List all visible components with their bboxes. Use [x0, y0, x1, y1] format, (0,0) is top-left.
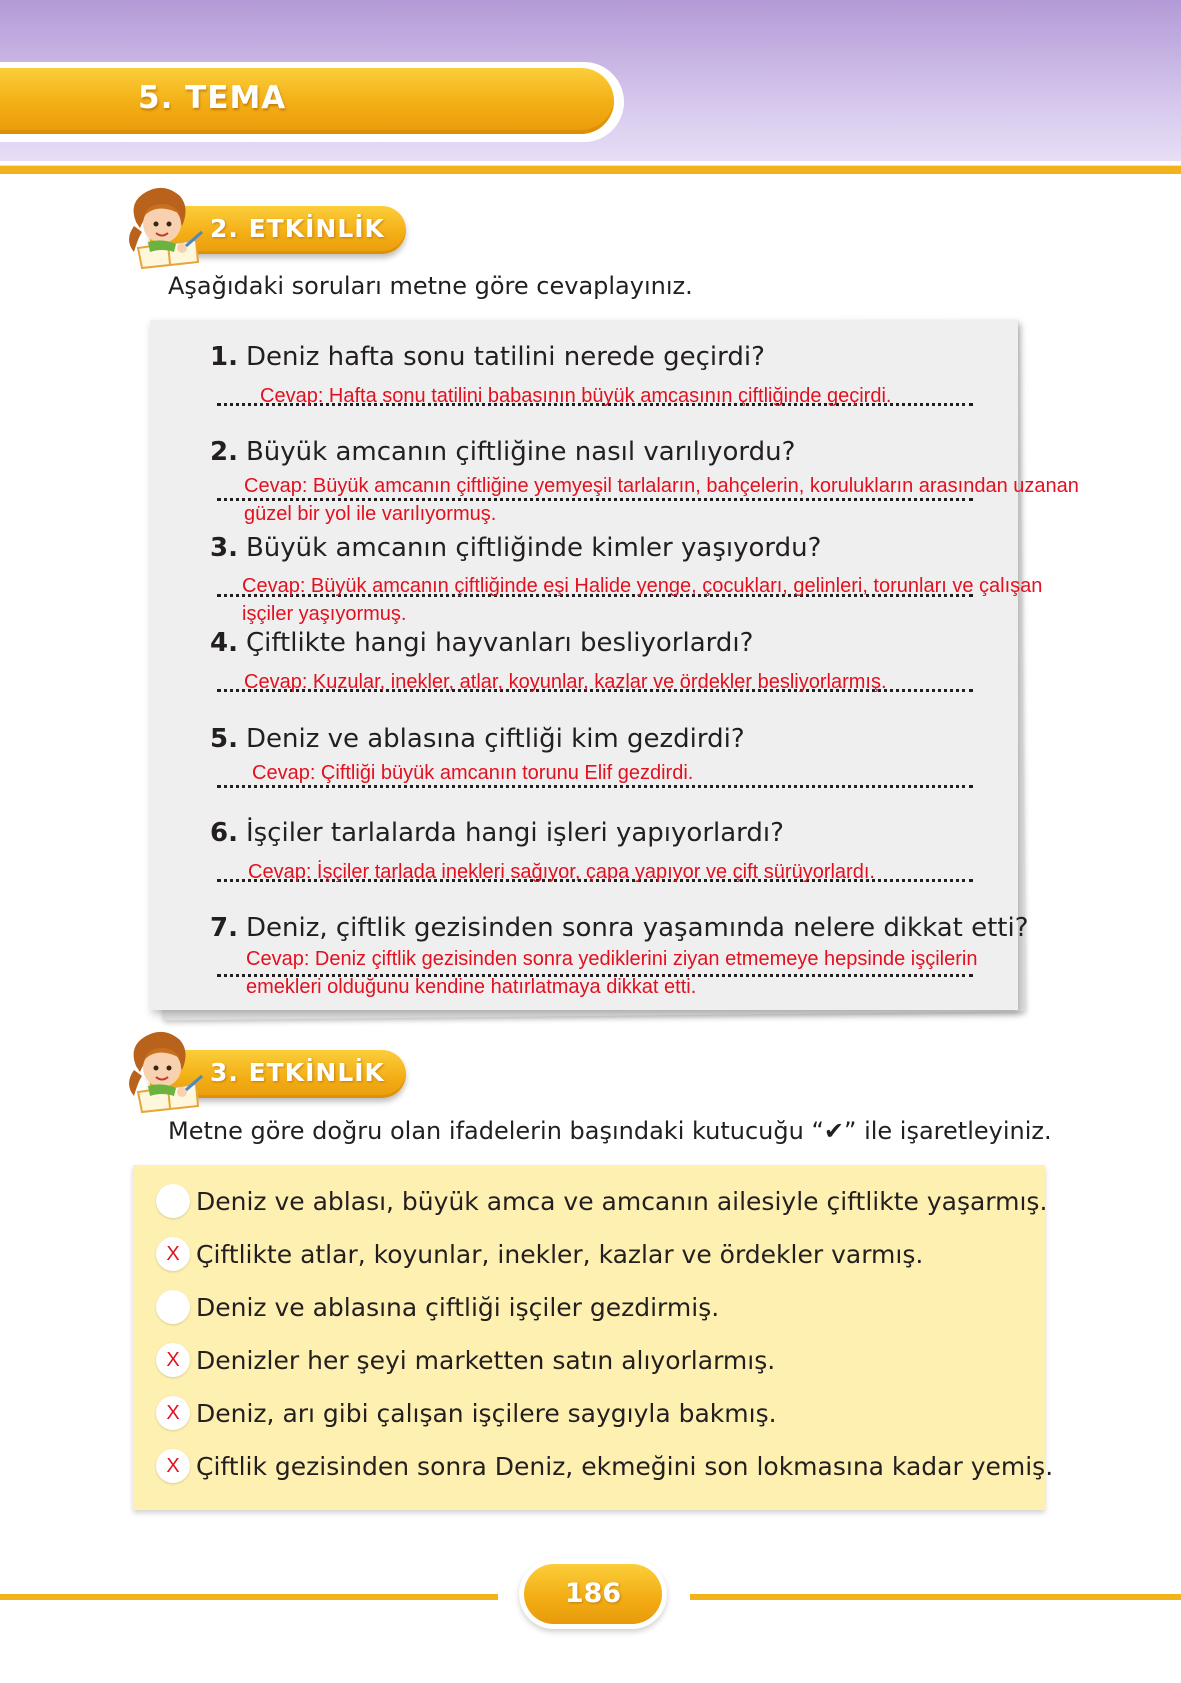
activity2-label: 2. ETKİNLİK — [210, 214, 385, 243]
girl-reading-icon — [118, 182, 208, 270]
mark-3 — [156, 1290, 190, 1324]
statement-text: Deniz ve ablası, büyük amca ve amcanın ailesiyle çiftlikte yaşarmış. — [196, 1187, 1048, 1216]
header-divider — [0, 166, 1181, 174]
header-divider-white — [0, 161, 1181, 165]
statement-text: Çiftlikte atlar, koyunlar, inekler, kazlar ve ördekler varmış. — [196, 1240, 924, 1269]
statement-text: Deniz ve ablasına çiftliği işçiler gezdirmiş. — [196, 1293, 720, 1322]
question-5: 5. Deniz ve ablasına çiftliği kim gezdirdi? — [210, 724, 745, 754]
answer-3-continued: işçiler yaşıyormuş. — [242, 603, 407, 625]
mark-1 — [156, 1184, 190, 1218]
question-4: 4. Çiftlikte hangi hayvanları besliyorlardı? — [210, 628, 754, 658]
answer-2-continued: güzel bir yol ile varılıyormuş. — [244, 503, 497, 525]
answer-3: Cevap: Büyük amcanın çiftliğinde eşi Halide yenge, çocukları, gelinleri, torunları ve çalışan — [242, 575, 1043, 597]
activity3-label: 3. ETKİNLİK — [210, 1058, 385, 1087]
page-number: 186 — [564, 1578, 622, 1609]
question-2: 2. Büyük amcanın çiftliğine nasıl varılıyordu? — [210, 437, 796, 467]
footer-line-right — [690, 1594, 1181, 1600]
statement-text: Çiftlik gezisinden sonra Deniz, ekmeğini son lokmasına kadar yemiş. — [196, 1452, 1054, 1481]
girl-reading-icon — [118, 1026, 208, 1114]
question-7: 7. Deniz, çiftlik gezisinden sonra yaşamında nelere dikkat etti? — [210, 913, 1029, 943]
activity2-instruction: Aşağıdaki soruları metne göre cevaplayınız. — [168, 272, 693, 300]
answer-6: Cevap: İşçiler tarlada inekleri sağıyor, çapa yapıyor ve çift sürüyorlardı. — [248, 861, 875, 883]
answer-4: Cevap: Kuzular, inekler, atlar, koyunlar, kazlar ve ördekler besliyorlarmış. — [244, 671, 887, 693]
mark-2: X — [166, 1243, 180, 1265]
question-3: 3. Büyük amcanın çiftliğinde kimler yaşıyordu? — [210, 533, 822, 563]
question-1: 1. Deniz hafta sonu tatilini nerede geçirdi? — [210, 342, 765, 372]
question-6: 6. İşçiler tarlalarda hangi işleri yapıyorlardı? — [210, 818, 784, 848]
mark-6: X — [166, 1455, 180, 1477]
statement-text: Deniz, arı gibi çalışan işçilere saygıyla bakmış. — [196, 1399, 777, 1428]
answer-5: Cevap: Çiftliği büyük amcanın torunu Elif gezdirdi. — [252, 762, 694, 784]
answer-2: Cevap: Büyük amcanın çiftliğine yemyeşil tarlaların, bahçelerin, korulukların arasından uzanan — [244, 475, 1079, 497]
answer-7-continued: emekleri olduğunu kendine hatırlatmaya dikkat etti. — [246, 976, 697, 998]
statement-text: Denizler her şeyi marketten satın alıyorlarmış. — [196, 1346, 776, 1375]
question-card — [150, 320, 1018, 1010]
tema-banner — [0, 68, 614, 134]
tema-title: 5. TEMA — [138, 80, 287, 116]
activity3-instruction: Metne göre doğru olan ifadelerin başındaki kutucuğu “✔” ile işaretleyiniz. — [168, 1117, 1052, 1145]
mark-5: X — [166, 1402, 180, 1424]
mark-4: X — [166, 1349, 180, 1371]
answer-1: Cevap: Hafta sonu tatilini babasının büyük amcasının çiftliğinde geçirdi. — [260, 385, 892, 407]
footer-line-left — [0, 1594, 498, 1600]
answer-7: Cevap: Deniz çiftlik gezisinden sonra yediklerini ziyan etmemeye hepsinde işçilerin — [246, 948, 978, 970]
